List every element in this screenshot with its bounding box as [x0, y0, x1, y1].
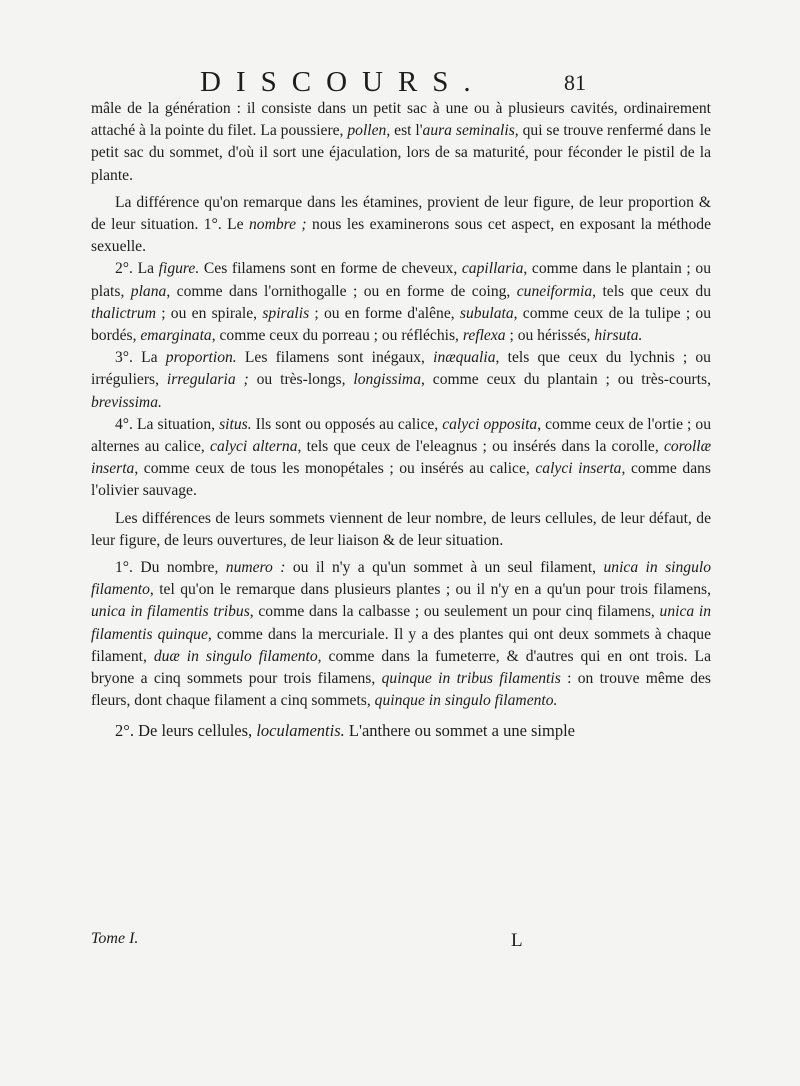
text-run: Les différences de leurs sommets viennent de leur nombre, de leurs cellules, de leur défaut, de leur figure, de leurs ouvertures, de leur liaison & de leur situation.: [91, 509, 711, 549]
text-run: 4°. La situation,: [115, 415, 220, 433]
text-run: , comme dans la fumeterre, & d'autres qui en ont trois. La bryone a cinq sommets pour trois filamens,: [91, 647, 711, 688]
text-run: ou très-longs,: [248, 371, 354, 389]
italic-term: quinque in singulo filamento.: [374, 692, 558, 710]
body-text: [91, 98, 711, 743]
text-run: , qui se trouve renfermé dans le petit sac du sommet, d'où il sort une éjaculation, lors de sa maturité, pour féconder le pistil de la plante.: [91, 122, 711, 184]
italic-term: emarginata: [140, 327, 212, 345]
text-run: , comme ceux de l'ortie ; ou alternes au calice,: [91, 415, 711, 456]
italic-term: plana: [130, 282, 167, 300]
text-run: , comme ceux du porreau ; ou réfléchis,: [211, 327, 463, 345]
text-run: 3°. La: [115, 349, 166, 367]
italic-term: thalictrum: [91, 304, 156, 322]
text-run: , comme dans l'ornithogalle ; ou en forme de coing,: [166, 282, 517, 300]
running-title: DISCOURS.: [200, 66, 486, 98]
italic-term: loculamentis.: [256, 721, 345, 741]
italic-term: pollen: [347, 122, 387, 140]
italic-term: unica in singulo filamento: [91, 559, 711, 599]
italic-term: capillaria: [461, 260, 524, 278]
text-run: nous les examinerons sous cet aspect, en exposant la méthode sexuelle.: [91, 216, 711, 256]
text-run: L'anthere ou sommet a une simple: [344, 721, 576, 741]
text-run: , tels que ceux de l'eleagnus ; ou insérés dans la corolle,: [297, 438, 664, 456]
text-run: Ils sont ou opposés au calice,: [251, 415, 443, 433]
text-run: 2°. La: [115, 260, 159, 278]
volume-signature: Tome I.: [91, 930, 139, 947]
paragraph: [91, 347, 711, 414]
text-run: La différence qu'on remarque dans les étamines, provient de leur figure, de leur proportion & de leur situation. 1°. Le: [91, 193, 711, 234]
paragraph: [91, 720, 711, 742]
text-run: , comme dans la mercuriale. Il y a des plantes qui ont deux sommets à chaque filament,: [91, 625, 711, 665]
text-run: , comme dans la calbasse ; ou seulement un pour cinq filamens,: [249, 603, 660, 621]
text-run: Ces filamens sont en forme de cheveux,: [199, 260, 462, 278]
paragraph: [91, 557, 711, 712]
text-run: ; ou hérissés,: [505, 327, 595, 345]
italic-term: unica in filamentis tribus: [91, 603, 250, 621]
italic-term: quinque in tribus filamentis: [381, 670, 561, 688]
text-run: , comme dans l'olivier sauvage.: [91, 460, 711, 500]
italic-term: unica in filamentis quinque: [91, 603, 711, 643]
italic-term: duæ in singulo filamento: [153, 647, 318, 665]
text-run: , comme ceux du plantain ; ou très-courts,: [421, 371, 711, 389]
italic-term: hirsuta.: [594, 327, 643, 345]
paragraph: [91, 508, 711, 552]
italic-term: brevissima.: [91, 393, 162, 411]
text-run: , comme ceux de la tulipe ; ou bordés,: [91, 304, 711, 345]
text-run: , tels que ceux du: [592, 282, 711, 300]
paragraph: [91, 98, 711, 187]
text-run: ; ou en forme d'alêne,: [309, 304, 460, 322]
text-run: , comme ceux de tous les monopétales ; ou insérés au calice,: [134, 460, 536, 478]
page-number: 81: [564, 70, 586, 95]
italic-term: spiralis: [262, 304, 310, 322]
italic-term: figure.: [158, 260, 200, 278]
italic-term: situs.: [219, 415, 252, 433]
text-run: Les filamens sont inégaux,: [236, 349, 434, 367]
italic-term: numero :: [225, 559, 286, 577]
italic-term: calyci opposita: [442, 415, 538, 433]
italic-term: calyci inserta: [535, 460, 622, 478]
italic-term: nombre ;: [248, 216, 307, 234]
italic-term: irregularia ;: [166, 371, 249, 389]
italic-term: cuneiformia: [516, 282, 593, 300]
text-run: ou il n'y a qu'un sommet à un seul filament,: [285, 559, 604, 577]
text-run: ; ou en spirale,: [155, 304, 263, 322]
gathering-signature: L: [511, 930, 523, 951]
text-run: : on trouve même des fleurs, dont chaque filament a cinq sommets,: [91, 670, 711, 710]
italic-term: inæqualia: [433, 349, 496, 367]
text-run: mâle de la génération : il consiste dans un petit sac à une ou à plusieurs cavités, ordinairement attaché à la pointe du filet. La poussiere,: [91, 100, 711, 140]
italic-term: longissima: [353, 371, 421, 389]
italic-term: proportion.: [165, 349, 237, 367]
page-footer: [91, 930, 711, 954]
italic-term: subulata: [459, 304, 514, 322]
paragraph: [91, 192, 711, 259]
text-run: , tel qu'on le remarque dans plusieurs plantes ; ou il n'y en a qu'un pour trois filamens,: [149, 581, 711, 599]
paragraph: [91, 258, 711, 347]
paragraph: [91, 414, 711, 503]
italic-term: calyci alterna: [210, 438, 298, 456]
italic-term: corollæ inserta: [91, 438, 712, 478]
text-run: , comme dans le plantain ; ou plats,: [91, 260, 711, 300]
italic-term: reflexa: [462, 327, 506, 345]
italic-term: aura seminalis: [422, 122, 515, 140]
text-run: , tels que ceux du lychnis ; ou irréguliers,: [91, 349, 711, 389]
text-run: 2°. De leurs cellules,: [115, 721, 257, 741]
text-run: 1°. Du nombre,: [115, 559, 226, 577]
text-run: , est l': [386, 122, 423, 140]
